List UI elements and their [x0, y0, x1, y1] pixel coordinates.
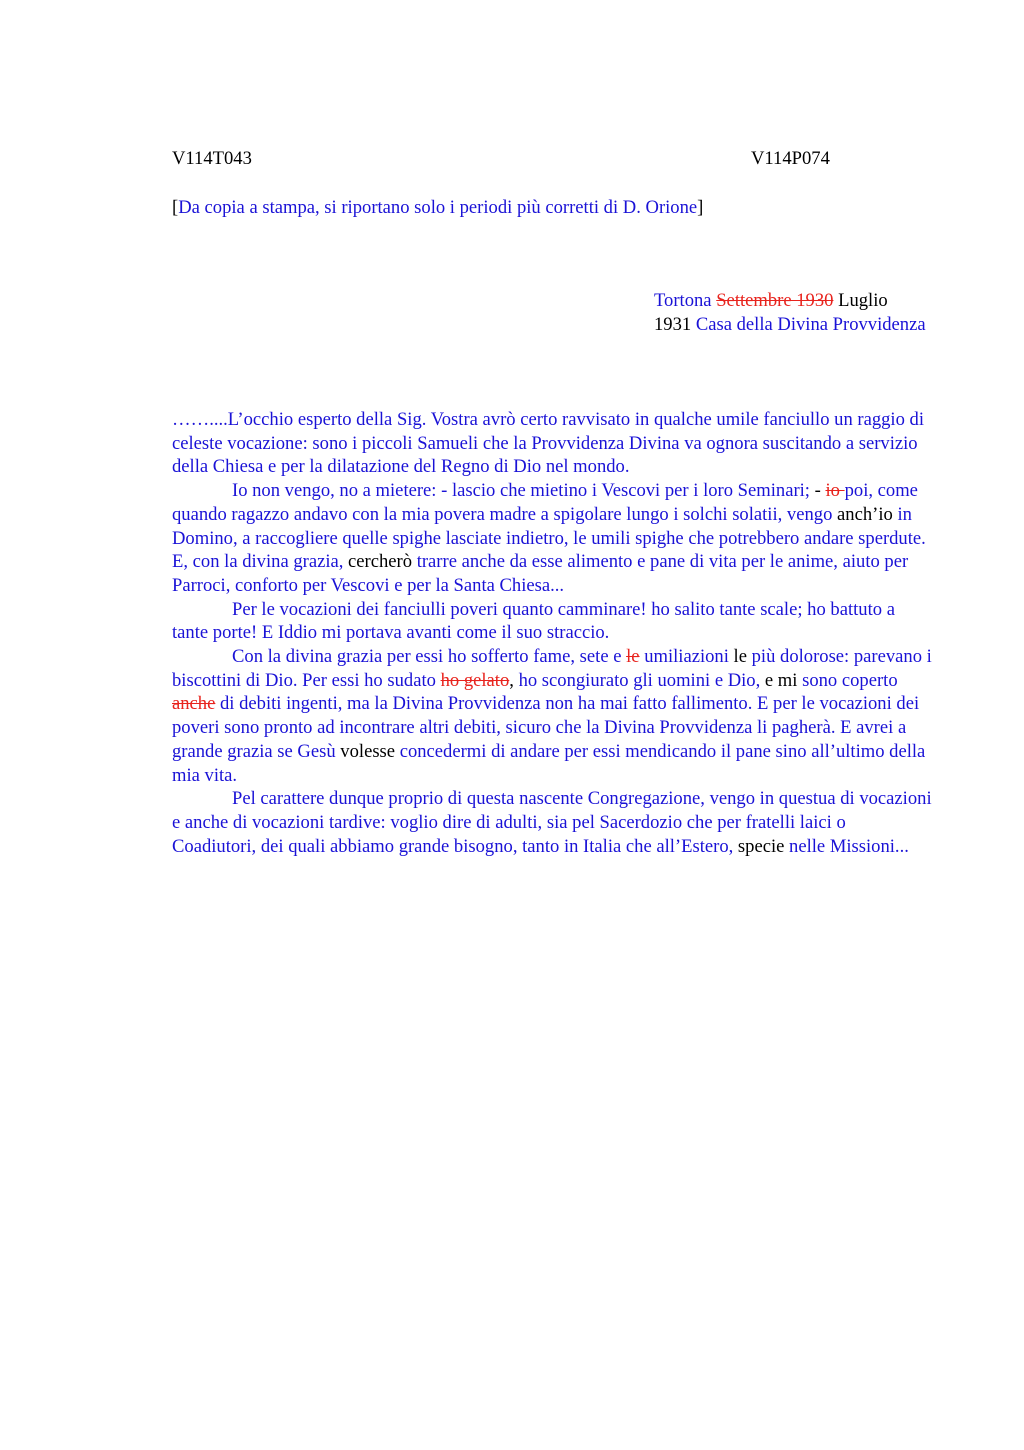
text-segment: ……....L’occhio esperto della Sig. Vostra avrò certo ravvisato in qualche umile fanciullo un raggio di celeste vocazione: sono i piccoli Samueli che la Provvidenza Divina va ognora suscitando a servizio della Chiesa e per la dilatazione del Regno di Dio nel mondo.: [172, 409, 925, 478]
deleted-text: ho gelato: [440, 669, 510, 691]
text-segment: concedermi di andare per essi mendicando il pane sino all’ultimo della mia vita.: [172, 740, 926, 786]
text-segment: ho scongiurato gli uomini e Dio,: [518, 669, 765, 691]
text-segment: volesse: [335, 740, 396, 762]
text-segment: e mi: [764, 669, 798, 691]
text-segment: di debiti ingenti, ma la Divina Provvidenza non ha mai fatto fallimento. E per le vocazioni dei poveri sono pronto ad incontrare altri debiti, sicuro che la Divina Provvidenza li pagherà. E avrei a grande grazia se Gesù: [172, 693, 920, 762]
dateline-date: Luglio 1931: [654, 290, 888, 335]
letter-body: [172, 408, 932, 858]
text-segment: Pel carattere dunque proprio di questa nascente Congregazione, vengo in questua di vocazioni e anche di vocazioni tardive: voglio dire di adulti, sia pel Sacerdozio che per fratelli laici o Coadiutori, dei quali abbiamo grande bisogno, tanto in Italia che all’Estero,: [172, 788, 932, 857]
text-segment: cercherò: [343, 551, 413, 573]
paragraph: [172, 598, 932, 645]
reference-code-right: V114P074: [751, 148, 830, 169]
note-text: Da copia a stampa, si riportano solo i periodi più corretti di D. Orione: [178, 197, 698, 218]
dateline-place-name: Casa della Divina Provvidenza: [691, 314, 926, 335]
text-segment: specie: [737, 835, 785, 857]
text-segment: sono coperto: [797, 669, 898, 691]
text-segment: Io non vengo, no a mietere: - lascio che mietino i Vescovi per i loro Seminari;: [232, 480, 815, 502]
text-segment: anch’io: [837, 503, 893, 525]
text-segment: -: [814, 480, 826, 502]
text-segment: in Domino, a raccogliere quelle spighe lasciate indietro, le umili spighe che potrebbero andare sperdute. E, con la divina grazia,: [172, 503, 926, 573]
text-segment: poi, come quando ragazzo andavo con la mia povera madre a spigolare lungo i solchi solatii, vengo: [172, 480, 918, 525]
text-segment: più dolorose: parevano i biscottini di Dio. Per essi ho sudato: [172, 646, 932, 691]
text-segment: le: [728, 646, 747, 668]
dateline-deleted-date: Settembre 1930: [716, 290, 834, 311]
paragraph: [172, 479, 932, 598]
editorial-note: [172, 196, 703, 220]
text-segment: umiliazioni: [639, 646, 729, 668]
paragraph: [172, 787, 932, 858]
deleted-text: io: [825, 480, 845, 502]
paragraph: [172, 408, 932, 479]
text-segment: Con la divina grazia per essi ho sofferto fame, sete e: [232, 646, 627, 668]
paragraph: [172, 645, 932, 787]
deleted-text: le: [626, 646, 640, 668]
text-segment: nelle Missioni...: [784, 835, 909, 857]
text-segment: ,: [509, 669, 519, 691]
reference-code-left: V114T043: [172, 148, 252, 169]
dateline-place: Tortona: [654, 290, 717, 311]
note-open-bracket: [: [172, 197, 179, 218]
letter-dateline: [654, 289, 926, 337]
note-close-bracket: ]: [697, 197, 704, 218]
text-segment: Per le vocazioni dei fanciulli poveri quanto camminare! ho salito tante scale; ho battuto a tante porte! E Iddio mi portava avanti come il suo straccio.: [172, 598, 895, 644]
text-segment: trarre anche da esse alimento e pane di vita per le anime, aiuto per Parroci, conforto per Vescovi e per la Santa Chiesa...: [172, 551, 909, 596]
deleted-text: anche: [172, 693, 216, 715]
